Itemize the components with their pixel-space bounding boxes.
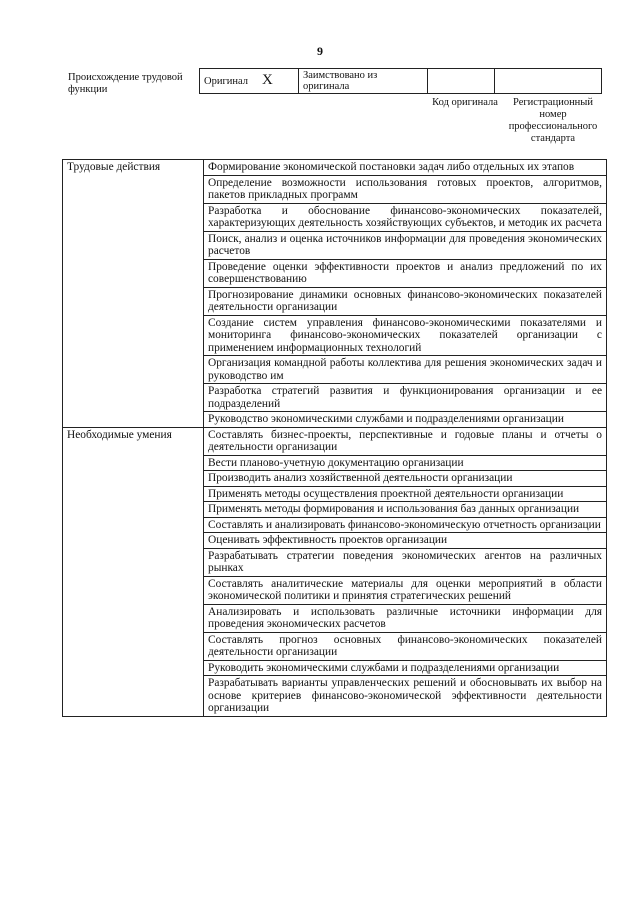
list-item: Составлять прогноз основных финансово-экономических показателей деятельности организации bbox=[204, 632, 607, 660]
list-item: Анализировать и использовать различные источники информации для проведения экономических расчетов bbox=[204, 604, 607, 632]
list-item: Составлять аналитические материалы для оценки мероприятий в области экономической политики и принятия стратегических решений bbox=[204, 576, 607, 604]
list-item: Руководить экономическими службами и подразделениями организации bbox=[204, 660, 607, 676]
list-item: Руководство экономическими службами и подразделениями организации bbox=[204, 412, 607, 428]
reg-number-cell bbox=[495, 69, 602, 94]
list-item: Применять методы осуществления проектной деятельности организации bbox=[204, 486, 607, 502]
list-item: Проведение оценки эффективности проектов и анализ предложений по их совершенствованию bbox=[204, 259, 607, 287]
list-item: Составлять бизнес-проекты, перспективные и годовые планы и отчеты о деятельности организации bbox=[204, 427, 607, 455]
borrowed-cell: Заимствовано из оригинала bbox=[299, 69, 428, 94]
list-item: Производить анализ хозяйственной деятельности организации bbox=[204, 471, 607, 487]
code-cell bbox=[428, 69, 495, 94]
code-caption: Код оригинала bbox=[432, 97, 498, 108]
list-item: Определение возможности использования готовых проектов, алгоритмов, пакетов прикладных программ bbox=[204, 175, 607, 203]
table-row bbox=[63, 160, 607, 176]
list-item: Формирование экономической постановки задач либо отдельных их этапов bbox=[204, 160, 607, 176]
original-mark: X bbox=[262, 72, 273, 88]
original-label: Оригинал bbox=[204, 76, 248, 87]
list-item: Разрабатывать стратегии поведения экономических агентов на различных рынках bbox=[204, 548, 607, 576]
origin-label: Происхождение трудовой функции bbox=[68, 72, 183, 95]
list-item: Разработка стратегий развития и функционирования организации и ее подразделений bbox=[204, 384, 607, 412]
list-item: Поиск, анализ и оценка источников информации для проведения экономических расчетов bbox=[204, 231, 607, 259]
section-title: Трудовые действия bbox=[63, 160, 204, 428]
list-item: Применять методы формирования и использования баз данных организации bbox=[204, 502, 607, 518]
list-item: Вести планово-учетную документацию организации bbox=[204, 455, 607, 471]
table-row bbox=[63, 427, 607, 455]
list-item: Разработка и обоснование финансово-экономических показателей, характеризующих деятельность хозяйствующих субъектов, и методик их расчета bbox=[204, 203, 607, 231]
main-table bbox=[62, 159, 607, 717]
list-item: Прогнозирование динамики основных финансово-экономических показателей деятельности организации bbox=[204, 287, 607, 315]
list-item: Организация командной работы коллектива для решения экономических задач и руководство им bbox=[204, 356, 607, 384]
list-item: Создание систем управления финансово-экономическими показателями и мониторинга финансово-экономических показателей организации с применением информационных технологий bbox=[204, 315, 607, 356]
list-item: Разрабатывать варианты управленческих решений и обосновывать их выбор на основе критериев финансово-экономической эффективности деятельности организации bbox=[204, 676, 607, 717]
page-number: 9 bbox=[317, 44, 323, 58]
origin-table bbox=[199, 68, 602, 94]
main-table-body bbox=[63, 160, 607, 717]
section-title: Необходимые умения bbox=[63, 427, 204, 716]
list-item: Оценивать эффективность проектов организации bbox=[204, 533, 607, 549]
reg-number-caption: Регистрационный номер профессионального стандарта bbox=[508, 97, 598, 144]
original-cell bbox=[200, 69, 299, 94]
list-item: Составлять и анализировать финансово-экономическую отчетность организации bbox=[204, 517, 607, 533]
